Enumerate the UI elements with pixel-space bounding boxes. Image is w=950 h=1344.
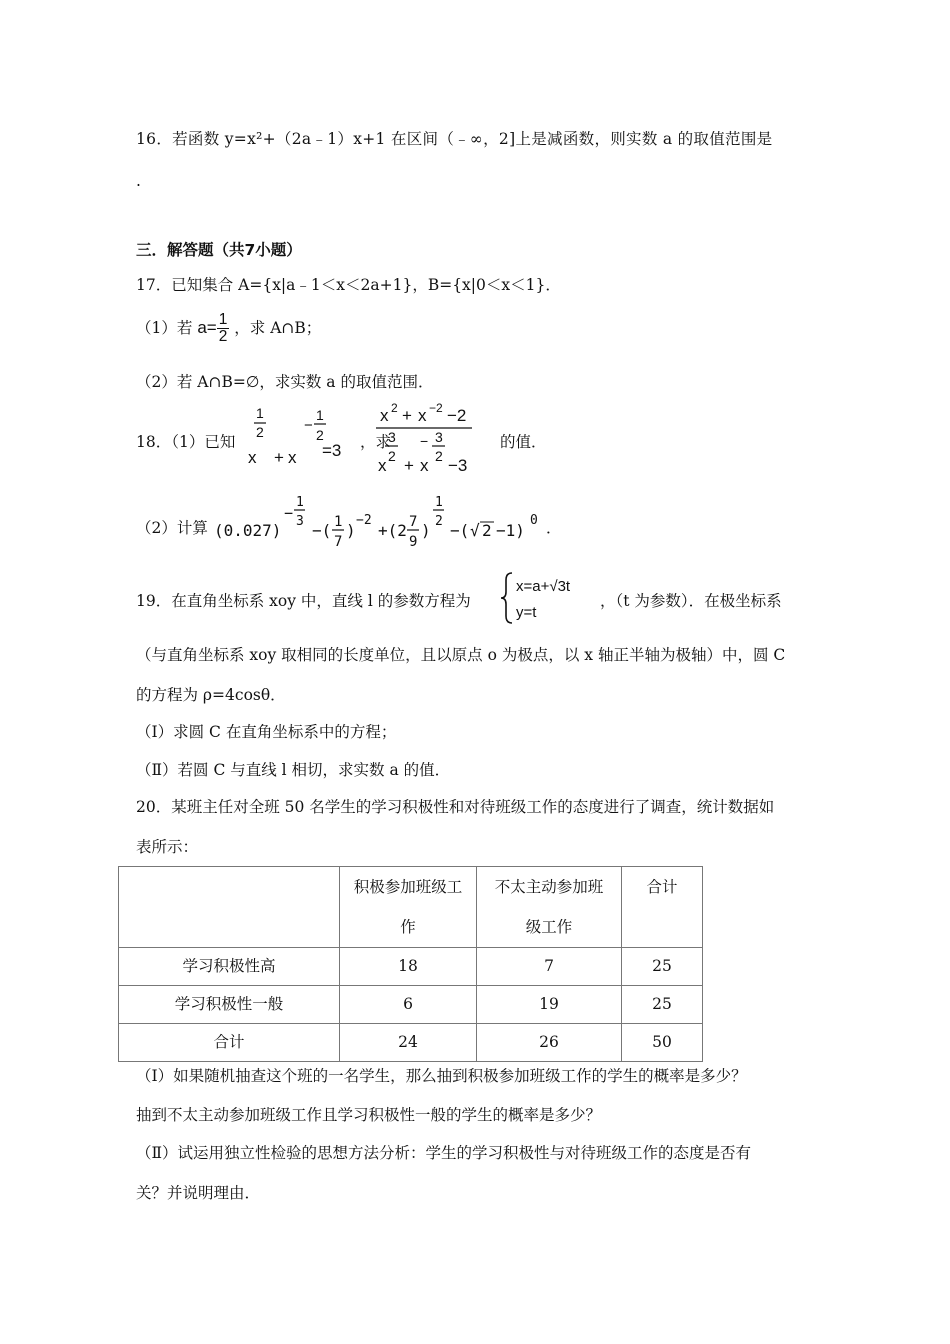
q20-part2-line1: （Ⅱ）试运用独立性检验的思想方法分析：学生的学习积极性与对待班级工作的态度是否有: [136, 1144, 752, 1162]
svg-text:+(2: +(2: [378, 521, 407, 540]
table-row: [119, 1024, 703, 1062]
svg-text:−1): −1): [496, 521, 525, 540]
svg-text:2: 2: [391, 401, 398, 415]
q19-eq2: y=t: [516, 604, 537, 621]
q18-mid: ，求: [360, 433, 392, 451]
q19-line1-pre: 19．在直角坐标系 xoy 中，直线 l 的参数方程为: [136, 592, 471, 610]
svg-text:−: −: [304, 417, 313, 434]
q16-text: 16．若函数 y=x²+（2a﹣1）x+1 在区间（﹣∞，2]上是减函数，则实数 a 的取值范围是: [136, 130, 773, 148]
svg-text:3: 3: [388, 429, 396, 445]
table-cell: 24: [340, 1024, 477, 1062]
q18-formula: [244, 400, 664, 480]
table-cell: 19: [477, 986, 622, 1024]
svg-text:): ): [421, 521, 431, 540]
svg-text:0: 0: [530, 513, 538, 528]
table-cell: 18: [340, 948, 477, 986]
table-cell: 25: [622, 948, 703, 986]
svg-text:7: 7: [334, 534, 343, 550]
svg-text:9: 9: [409, 534, 418, 550]
svg-text:+: +: [274, 448, 284, 467]
q18-part2-post: ．: [546, 519, 562, 537]
q19-eq1: x=a+√3t: [516, 578, 571, 595]
q17-fraction: [217, 312, 230, 346]
table-header-cell-empty: [119, 867, 340, 948]
svg-text:−2: −2: [356, 513, 372, 528]
svg-text:x: x: [380, 406, 389, 425]
q17-stem: 17．已知集合 A={x|a﹣1＜x＜2a+1}，B={x|0＜x＜1}．: [136, 276, 561, 294]
svg-text:(0.027): (0.027): [214, 521, 282, 540]
table-row: [119, 986, 703, 1024]
q17-frac-den: 2: [218, 328, 228, 346]
svg-text:−: −: [420, 433, 429, 449]
svg-text:1: 1: [334, 514, 343, 530]
svg-text:1: 1: [316, 407, 324, 423]
svg-text:−: −: [284, 504, 294, 522]
svg-text:x: x: [288, 448, 297, 467]
q19-line1-post: ，（t 为参数）．在极坐标系: [600, 592, 782, 610]
svg-text:+: +: [402, 406, 412, 425]
svg-text:2: 2: [256, 424, 264, 440]
q17-a-eq: a=: [197, 317, 217, 337]
q20-part1-line1: （Ⅰ）如果随机抽查这个班的一名学生，那么抽到积极参加班级工作的学生的概率是多少？: [136, 1067, 747, 1085]
svg-text:x: x: [418, 406, 427, 425]
q18-post: 的值．: [500, 433, 547, 451]
q20-table: [118, 866, 703, 1062]
svg-text:): ): [346, 521, 356, 540]
table-cell: 26: [477, 1024, 622, 1062]
table-cell: 学习积极性高: [119, 948, 340, 986]
q17-frac-num: 1: [218, 311, 228, 328]
q18-part2-pre: （2）计算: [136, 519, 208, 537]
svg-text:7: 7: [409, 514, 418, 530]
q20-line2: 表所示：: [136, 838, 199, 856]
table-cell: 6: [340, 986, 477, 1024]
q18-calc-expression: [212, 490, 572, 550]
svg-text:1: 1: [435, 495, 443, 510]
svg-text:1: 1: [256, 405, 264, 421]
q19-line2: （与直角坐标系 xoy 取相同的长度单位，且以原点 o 为极点，以 x 轴正半轴为极轴）中，圆 C: [136, 646, 786, 664]
svg-text:2: 2: [435, 514, 443, 529]
svg-text:√: √: [470, 521, 480, 540]
section-heading: 三．解答题（共7小题）: [136, 241, 302, 259]
svg-text:x: x: [378, 456, 387, 475]
table-header-row: [119, 867, 703, 948]
q17-part1-pre: （1）若: [136, 318, 193, 337]
svg-text:−(: −(: [312, 521, 332, 540]
q16-blank: .: [136, 172, 141, 190]
q17-part2: （2）若 A∩B=∅，求实数 a 的取值范围．: [136, 373, 434, 391]
q20-part1-line2: 抽到不太主动参加班级工作且学习积极性一般的学生的概率是多少？: [136, 1106, 602, 1124]
svg-text:−(: −(: [450, 521, 470, 540]
svg-text:2: 2: [316, 427, 324, 443]
svg-text:−3: −3: [448, 456, 468, 475]
table-header-cell: 不太主动参加班 级工作: [477, 867, 622, 948]
table-cell: 学习积极性一般: [119, 986, 340, 1024]
svg-text:2: 2: [435, 448, 443, 464]
q20-line1: 20．某班主任对全班 50 名学生的学习积极性和对待班级工作的态度进行了调查，统计数据如: [136, 798, 775, 816]
table-cell: 50: [622, 1024, 703, 1062]
q18-part1-pre: 18．（1）已知: [136, 433, 236, 451]
table-cell: 7: [477, 948, 622, 986]
svg-text:−2: −2: [447, 406, 467, 425]
svg-text:1: 1: [296, 495, 304, 510]
q17-part1-post: ，求 A∩B；: [234, 318, 322, 337]
svg-text:2: 2: [482, 521, 492, 540]
q19-part2: （Ⅱ）若圆 C 与直线 l 相切，求实数 a 的值．: [136, 761, 451, 779]
svg-text:−2: −2: [429, 401, 443, 415]
svg-text:2: 2: [388, 448, 396, 464]
table-cell: 25: [622, 986, 703, 1024]
table-header-cell: 积极参加班级工 作: [340, 867, 477, 948]
table-row: [119, 948, 703, 986]
svg-text:x: x: [420, 456, 429, 475]
table-header-cell: 合计: [622, 867, 703, 948]
svg-text:3: 3: [296, 514, 304, 529]
svg-text:3: 3: [435, 429, 443, 445]
q17-part1: [136, 312, 321, 346]
svg-text:=3: =3: [322, 441, 342, 460]
q20-part2-line2: 关？并说明理由．: [136, 1184, 261, 1202]
table-cell: 合计: [119, 1024, 340, 1062]
svg-text:+: +: [404, 456, 414, 475]
q19-part1: （Ⅰ）求圆 C 在直角坐标系中的方程；: [136, 723, 397, 741]
q19-line3: 的方程为 ρ=4cosθ．: [136, 686, 286, 704]
svg-text:x: x: [248, 448, 257, 467]
